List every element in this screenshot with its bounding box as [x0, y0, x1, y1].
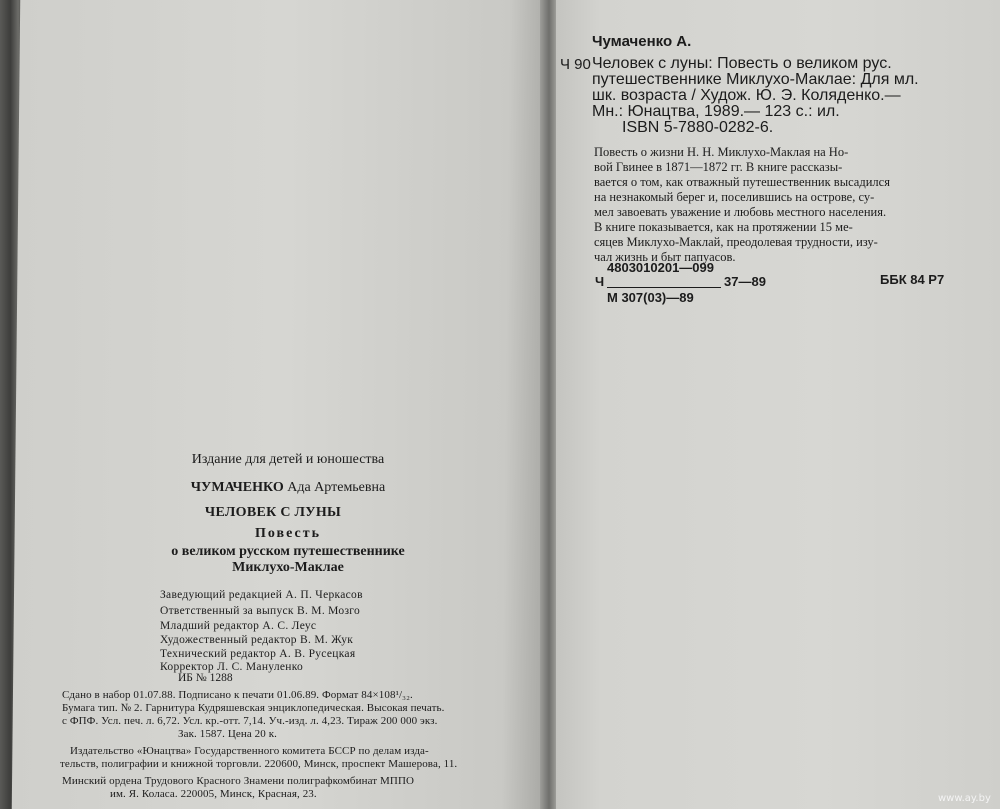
print-info-line: Зак. 1587. Цена 20 к. [178, 728, 278, 740]
bibliographic-line: шк. возраста / Худож. Ю. Э. Коляденко.— [592, 87, 901, 104]
printer-line: им. Я. Коласа. 220005, Минск, Красная, 23. [110, 788, 317, 800]
left-page [12, 0, 552, 809]
book-genre: Повесть [255, 526, 321, 541]
staff-line: Корректор Л. С. Мануленко [160, 661, 304, 673]
classification-letter: Ч [595, 274, 605, 289]
fraction-divider [607, 287, 721, 288]
author-given-name: Ада Артемьевна [287, 480, 386, 495]
classification-numerator: 4803010201—099 [607, 260, 714, 275]
annotation-line: мел завоевать уважение и любовь местного населения. [594, 205, 887, 219]
bibliographic-line: Мн.: Юнацтва, 1989.— 123 с.: ил. [592, 103, 840, 120]
annotation-line: В книге показывается, как на протяжении 15 ме- [594, 220, 853, 234]
bbk-code: ББК 84 Р7 [880, 272, 945, 287]
staff-line: Технический редактор А. В. Русецкая [160, 648, 356, 660]
book-title: ЧЕЛОВЕК С ЛУНЫ [204, 505, 342, 520]
catalog-author: Чумаченко А. [592, 33, 692, 50]
subtitle-line-2: Миклухо-Маклае [232, 560, 344, 575]
annotation-line: вой Гвинее в 1871—1872 гг. В книге рассказы- [594, 160, 843, 174]
ib-number: ИБ № 1288 [178, 672, 233, 684]
print-info-line: Сдано в набор 01.07.88. Подписано к печати 01.06.89. Формат 84×108¹/₃₂. [62, 689, 413, 701]
subtitle-line-1: о великом русском путешественнике [171, 544, 405, 559]
printer-line: Минский ордена Трудового Красного Знамени полиграфкомбинат МППО [62, 775, 415, 787]
publisher-line: Издательство «Юнацтва» Государственного комитета БССР по делам изда- [70, 745, 429, 757]
bibliographic-line: путешественнике Миклухо-Маклае: Для мл. [592, 71, 919, 88]
isbn: ISBN 5-7880-0282-6. [622, 119, 774, 136]
annotation-line: Повесть о жизни Н. Н. Миклухо-Маклая на Но- [594, 145, 849, 159]
classification-denominator: М 307(03)—89 [607, 290, 694, 305]
staff-line: Художественный редактор В. М. Жук [160, 634, 354, 646]
site-watermark: www.ay.by [938, 793, 991, 804]
annotation-line: на незнакомый берег и, поселившись на острове, су- [594, 190, 875, 204]
staff-line: Ответственный за выпуск В. М. Мозго [160, 605, 361, 617]
staff-line: Младший редактор А. С. Леус [160, 620, 317, 632]
author-surname: ЧУМАЧЕНКО [190, 480, 284, 495]
bibliographic-line: Человек с луны: Повесть о великом рус. [592, 55, 892, 72]
staff-line: Заведующий редакцией А. П. Черкасов [160, 589, 363, 601]
annotation-line: сяцев Миклухо-Маклай, преодолевая трудности, изу- [594, 235, 878, 249]
print-info-line: Бумага тип. № 2. Гарнитура Кудряшевская энциклопедическая. Высокая печать. [62, 702, 445, 714]
call-number: Ч 90 [560, 56, 591, 73]
edition-note: Издание для детей и юношества [191, 452, 385, 467]
annotation-line: чал жизнь и быт папуасов. [594, 250, 736, 264]
classification-middle: 37—89 [724, 274, 766, 289]
print-info-line: с ФПФ. Усл. печ. л. 6,72. Усл. кр.-отт. 7,14. Уч.-изд. л. 4,23. Тираж 200 000 экз. [62, 715, 438, 727]
publisher-line: тельств, полиграфии и книжной торговли. 220600, Минск, проспект Машерова, 11. [60, 758, 458, 770]
annotation-line: вается о том, как отважный путешественник высадился [594, 175, 890, 189]
author-full-name [168, 480, 408, 496]
